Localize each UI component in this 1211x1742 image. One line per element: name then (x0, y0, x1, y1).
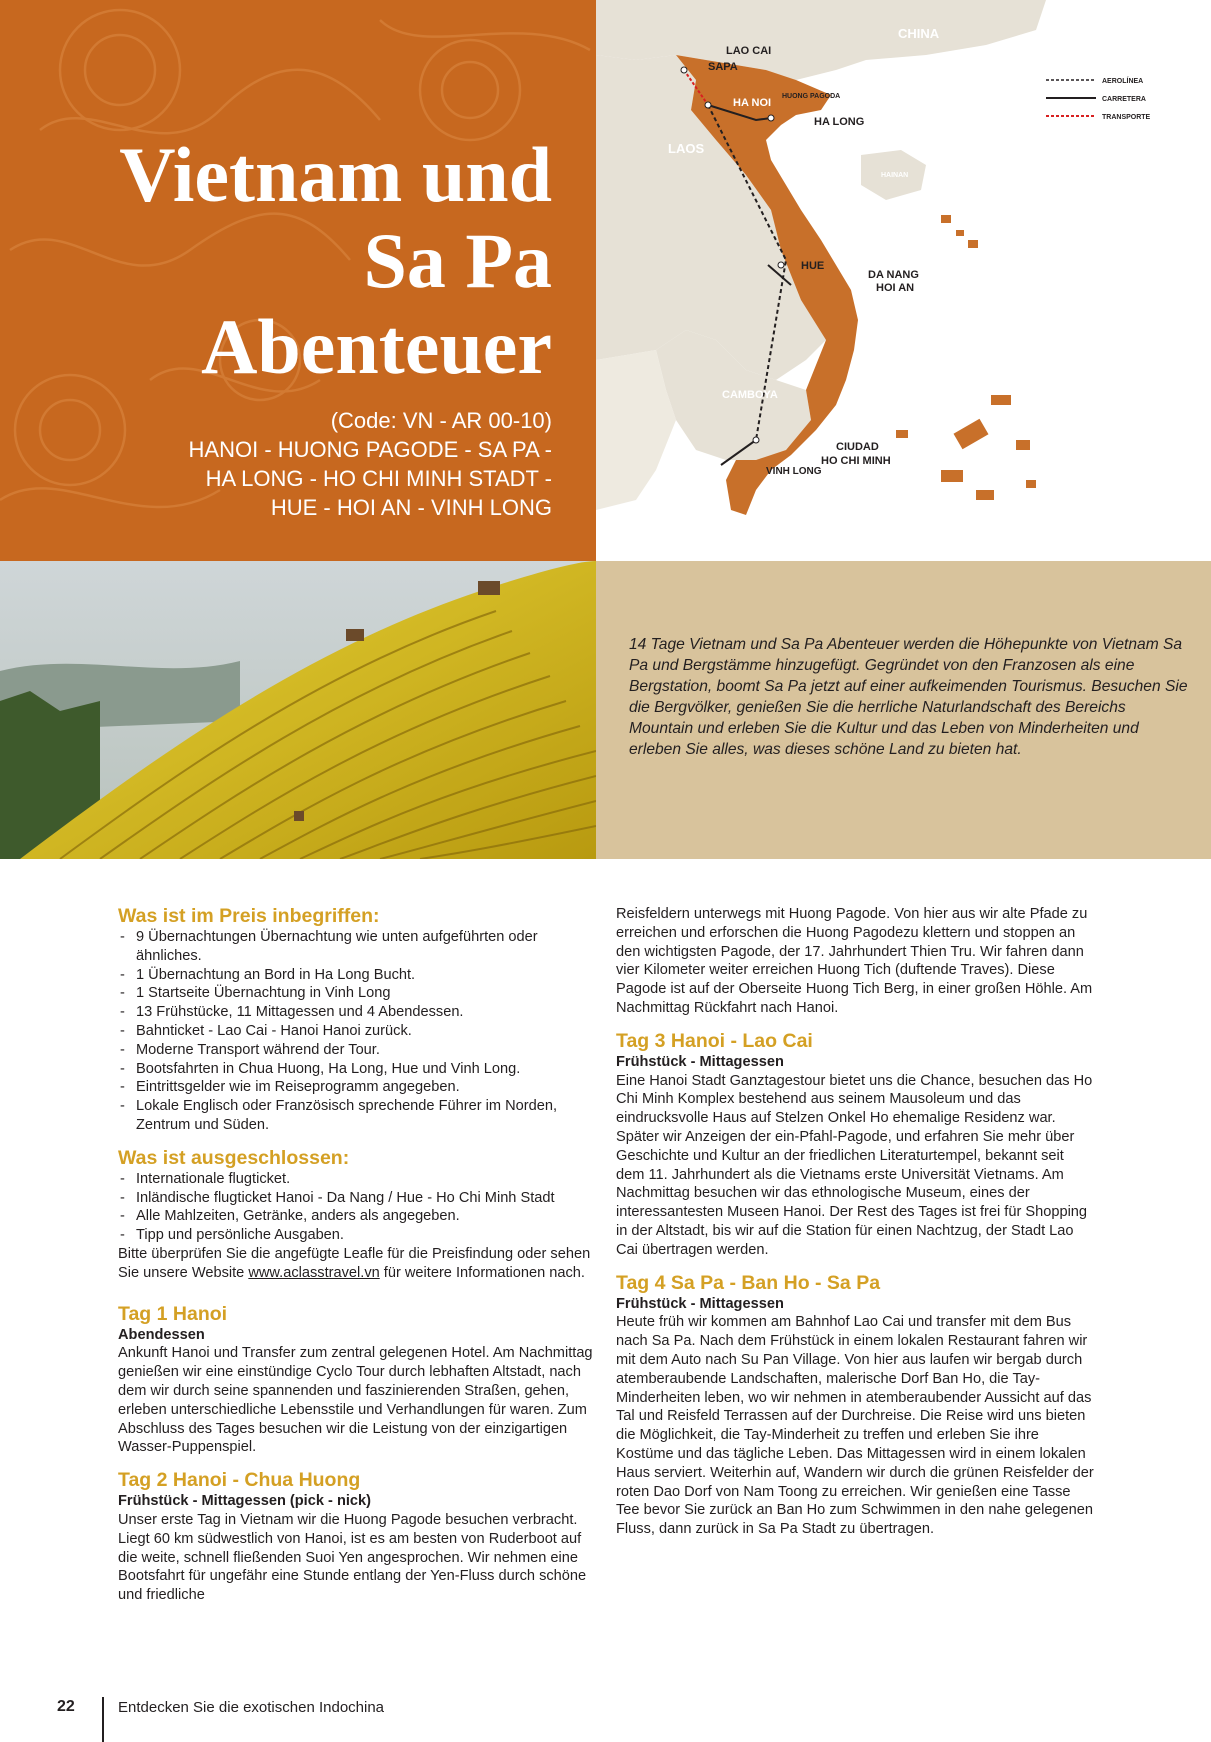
route-line-1: HANOI - HUONG PAGODE - SA PA - (188, 437, 552, 462)
map-label-ciudad: CIUDAD (836, 441, 879, 453)
map-label-hue: HUE (801, 260, 825, 272)
page-title (0, 132, 552, 390)
page-number: 22 (57, 1698, 75, 1715)
list-item: - Alle Mahlzeiten, Getränke, anders als angegeben. (118, 1207, 593, 1226)
day2-meals: Frühstück - Mittagessen (pick - nick) (118, 1493, 372, 1510)
day2-text: Unser erste Tag in Vietnam wir die Huong Pagode besuchen verbracht. Liegt 60 km südwestlich von Hanoi, ist es am besten von Ruderboot auf die weite, schnell fließenden Suoi Yen angesprochen. Wir nehmen eine Bootsfahrt für ungefähr eine Stunde entlang der Yen-Fluss durch schöne und friedliche (118, 1511, 587, 1604)
footer-text: Entdecken Sie die exotischen Indochina (118, 1699, 385, 1716)
list-item: - 9 Übernachtungen Übernachtung wie unten aufgeführten oder ähnliches. (118, 928, 593, 966)
day1-text: Ankunft Hanoi und Transfer zum zentral gelegenen Hotel. Am Nachmittag genießen wir eine einstündige Cyclo Tour durch lebhaften Altstadt, nach dem wir durch seine spannenden und faszinierenden Straßen, gehen, erleben unterschiedliche Lebensstile und Verhandlungen für waren. Zum Abschluss des Tages besuchen wir die Leistung von der einzigartigen Wasser-Puppenspiel. (118, 1345, 593, 1456)
map-label-huong-pagoda: HUONG PAGODA (782, 93, 841, 100)
vietnam-map-graphic (596, 0, 1211, 561)
excluded-list (118, 1170, 593, 1245)
list-item: - 1 Übernachtung an Bord in Ha Long Bucht. (118, 966, 593, 985)
title-line-2: Sa Pa (363, 217, 552, 304)
map-label-china: CHINA (898, 26, 940, 41)
map-legend (1046, 76, 1151, 121)
excluded-heading: Was ist ausgeschlossen: (118, 1146, 350, 1169)
price-note (118, 1245, 593, 1283)
day4-meals: Frühstück - Mittagessen (616, 1295, 784, 1312)
included-list (118, 928, 593, 1135)
intro-box (596, 561, 1211, 859)
list-item: - Lokale Englisch oder Französisch sprechende Führer im Norden, Zentrum und Süden. (118, 1097, 593, 1135)
list-item: - Eintrittsgelder wie im Reiseprogramm angegeben. (118, 1078, 593, 1097)
route-line-3: HUE - HOI AN - VINH LONG (270, 495, 552, 520)
title-line-1: Vietnam und (119, 131, 552, 218)
price-note-text: Bitte überprüfen Sie die angefügte Leafle für die Preisfindung oder sehen Sie unsere Website (118, 1245, 591, 1281)
list-item: - Moderne Transport während der Tour. (118, 1041, 593, 1060)
intro-text: 14 Tage Vietnam und Sa Pa Abenteuer werden die Höhepunkte von Vietnam Sa Pa und Bergstämme hinzugefügt. Gegründet von den Franzosen als eine Bergstation, boomt Sa Pa jetzt auf einer aufkeimenden Tourismus. Besuchen Sie die Bergvölker, genießen Sie die herrliche Naturlandschaft des Bereichs Mountain und erleben Sie die Kultur und das Leben von Minderheiten und erleben Sie alles, was dieses schöne Land zu bieten hat. (629, 636, 1188, 758)
map-label-hainan: HAINAN (881, 172, 909, 179)
tour-code: (Code: VN - AR 00-10) (330, 408, 552, 433)
day2-heading: Tag 2 Hanoi - Chua Huong (118, 1469, 361, 1492)
right-column (616, 905, 1096, 1539)
legend-aerolinea: AEROLÍNEA (1102, 78, 1144, 85)
day2-text-continued: Reisfeldern unterwegs mit Huong Pagode. Von hier aus wir alte Pfade zu erreichen und erforschen die Huong Pagodezu klettern und stoppen an den wichtigsten Pagode, der 17. Jahrhundert Thien Tru. Wir fahren dann vier Kilometer weiter erreichen Huong Tich (duftende Traves). Diese Pagode ist auf der Oberseite Huong Tich Berg, in einer großen Höhle. Am Nachmittag Rückfahrt nach Hanoi. (616, 906, 1093, 1016)
day1-heading: Tag 1 Hanoi (118, 1302, 228, 1325)
map-label-vinh-long: VINH LONG (766, 466, 822, 477)
map-label-da-nang: DA NANG (868, 269, 919, 281)
route-map (596, 0, 1211, 561)
day3-text: Eine Hanoi Stadt Ganztagestour bietet uns die Chance, besuchen das Ho Chi Minh Komplex bestehend aus seinem Mausoleum und das eindrucksvolle Haus auf Stelzen Onkel Ho ehemalige Residenz war. Später wir Anzeigen der ein-Pfahl-Pagode, und erfahren Sie mehr über Geschichte und Kultur an der friedlichen Literaturtempel, bekannt seit dem 11. Jahrhundert als die Vietnams erste Universität Vietnams. Am Nachmittag besuchen wir das ethnologische Museum, eines der interessantesten Museen Hanoi. Der Rest des Tages ist frei für Shopping in der Altstadt, bis wir auf die Station für einen Nachtzug, der Stadt Lao Cai übertragen werden. (616, 1072, 1093, 1258)
tour-code-route (0, 406, 552, 522)
left-column (118, 905, 593, 1605)
price-note-end: für weitere Informationen nach. (379, 1264, 585, 1281)
map-label-camboya: CAMBOYA (722, 389, 778, 401)
day3-meals: Frühstück - Mittagessen (616, 1053, 784, 1070)
day4-heading: Tag 4 Sa Pa - Ban Ho - Sa Pa (616, 1271, 881, 1294)
route-line-2: HA LONG - HO CHI MINH STADT - (205, 466, 552, 491)
map-label-sapa: SAPA (708, 61, 738, 73)
list-item: - Tipp und persönliche Ausgaben. (118, 1226, 593, 1245)
list-item: - Bootsfahrten in Chua Huong, Ha Long, Hue und Vinh Long. (118, 1060, 593, 1079)
map-label-ho-chi-minh: HO CHI MINH (821, 455, 891, 467)
list-item: - Inländische flugticket Hanoi - Da Nang / Hue - Ho Chi Minh Stadt (118, 1189, 593, 1208)
map-label-hoi-an: HOI AN (876, 282, 915, 294)
included-heading: Was ist im Preis inbegriffen: (118, 905, 380, 927)
map-label-lao-cai: LAO CAI (726, 45, 772, 57)
legend-transporte: TRANSPORTE (1102, 114, 1151, 121)
map-label-ha-noi: HA NOI (733, 97, 772, 109)
day1-meals: Abendessen (118, 1326, 205, 1343)
map-label-laos: LAOS (668, 141, 705, 156)
footer-divider (102, 1697, 104, 1742)
day4-text: Heute früh wir kommen am Bahnhof Lao Cai und transfer mit dem Bus nach Sa Pa. Nach dem Frühstück in einem lokalen Restaurant fahren wir mit dem Auto nach Su Pan Village. Von hier aus laufen wir bergab durch atemberaubende Landschaften, malerische Dorf Ban Ho, die Tay-Minderheiten leben, wo wir nehmen in atemberaubender Aussicht auf das Tal und Reisfeld Terrassen auf der Durchreise. Die Reise wird uns bieten die Möglichkeit, die Tay-Minderheit zu treffen und erleben Sie ihre Kostüme und das tägliche Leben. Das Mittagessen wird in einem lokalen Haus serviert. Weiterhin auf, Wandern wir durch die grünen Reisfelder der roten Dao Dorf von Nam Toong zu erreichen. Wir genießen eine Tasse Tee bevor Sie zurück an Ban Ho zum Schwimmen in den nahe gelegenen Fluss, dann zurück in Sa Pa Stadt zu übertragen. (616, 1314, 1094, 1538)
page-footer (0, 1690, 1211, 1742)
rice-terrace-photo (0, 561, 596, 859)
list-item: - Bahnticket - Lao Cai - Hanoi Hanoi zurück. (118, 1022, 593, 1041)
website-link[interactable]: www.aclasstravel.vn (248, 1264, 380, 1281)
map-label-ha-long: HA LONG (814, 116, 865, 128)
list-item: - 13 Frühstücke, 11 Mittagessen und 4 Abendessen. (118, 1003, 593, 1022)
list-item: - 1 Startseite Übernachtung in Vinh Long (118, 984, 593, 1003)
legend-carretera: CARRETERA (1102, 96, 1146, 103)
day3-heading: Tag 3 Hanoi - Lao Cai (616, 1029, 813, 1052)
hero-banner (0, 0, 596, 561)
list-item: - Internationale flugticket. (118, 1170, 593, 1189)
title-line-3: Abenteuer (201, 303, 552, 390)
